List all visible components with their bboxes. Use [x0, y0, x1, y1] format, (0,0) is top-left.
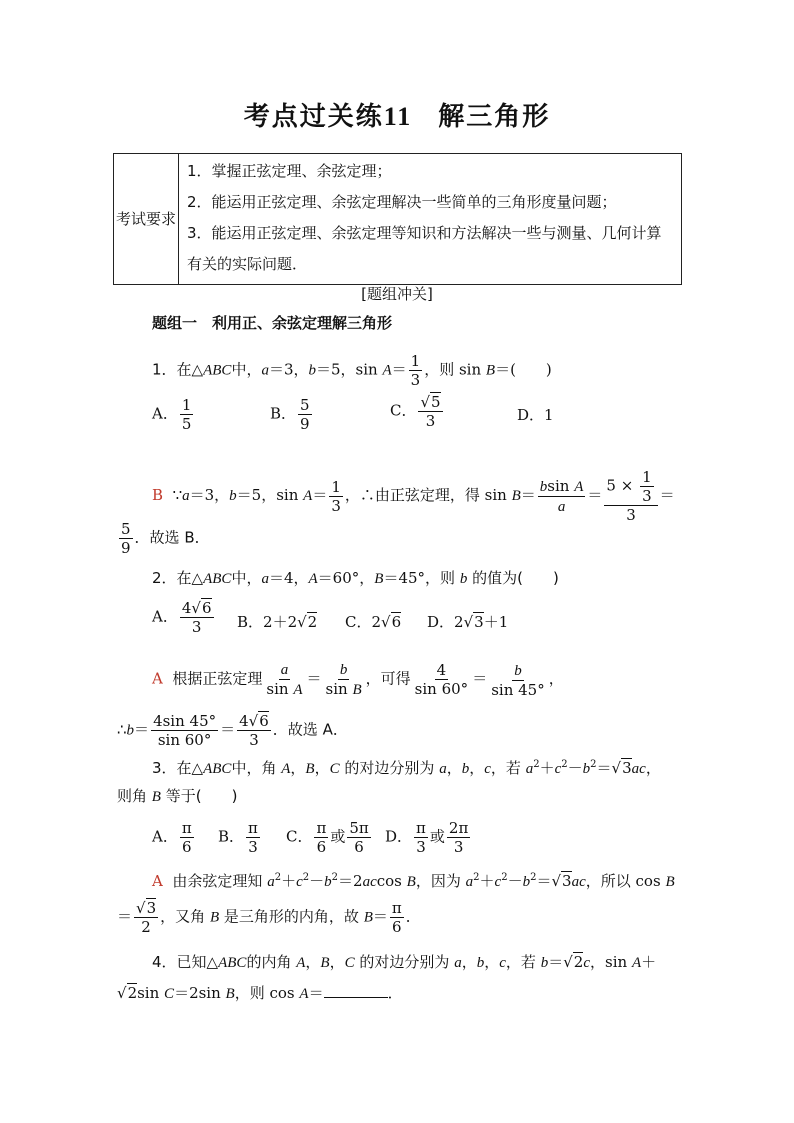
q4-answer-blank[interactable]	[324, 997, 388, 998]
q3-solution: A 由余弦定理知 $a^2+c^2-b^2=2accos$ B，因为 $a^2+c^2-b^2=√3ac$，所以 cos B	[152, 872, 675, 890]
q1-stem: 1．在△ABC中，a＝3，b＝5，sin A＝ $\frac{1}{3}$ ，则 sin B＝( )	[152, 352, 552, 389]
q4-stem-cont: √2sin C＝2sin B，则 cos A＝ ．	[117, 984, 403, 1002]
page-title: 考点过关练11 解三角形	[243, 102, 551, 132]
q3-stem: 3．在△ABC中，角 A，B，C 的对边分别为 a，b，c，若 $a^2+c^2-b^2=√3ac$，	[152, 759, 661, 777]
q2-option-c: C．2√6	[345, 613, 402, 631]
q1-option-d: D．1	[517, 406, 554, 424]
q3-solution-cont: ＝ $\frac{√3}{2}$ ，又角 B 是三角形的内角，故 B＝ $\frac{\pi}{6}$ ．	[117, 899, 421, 936]
q2-option-b: B．2＋2√2	[237, 613, 318, 631]
requirements-table	[113, 153, 682, 285]
requirement-item: 1．掌握正弦定理、余弦定理；	[187, 162, 392, 180]
q3-option-a: A． $\frac{\pi}{6}$	[152, 819, 192, 856]
q3-stem-cont: 则角 B 等于( )	[117, 787, 238, 805]
requirements-head: 考试要求	[114, 154, 179, 285]
requirement-item: 3．能运用正弦定理、余弦定理等知识和方法解决一些与测量、几何计算有关的实际问题．	[187, 224, 662, 273]
q1-answer: B	[152, 486, 164, 504]
q2-option-d: D．2√3＋1	[427, 613, 509, 631]
group-title: 题组一 利用正、余弦定理解三角形	[152, 314, 393, 332]
section-tag: [题组冲关]	[361, 285, 433, 303]
q1-option-a: A． $\frac{1}{5}$	[152, 396, 192, 433]
q3-option-c: C． $\frac{\pi}{6}$ 或 $\frac{5\pi}{6}$	[286, 819, 369, 856]
requirements-body	[179, 154, 682, 285]
q2-answer: A	[152, 669, 163, 688]
requirement-item: 2．能运用正弦定理、余弦定理解决一些简单的三角形度量问题；	[187, 193, 617, 211]
q2-stem: 2．在△ABC中，a＝4，A＝60°，B＝45°，则 b 的值为( )	[152, 569, 559, 587]
q1-option-b: B． $\frac{5}{9}$	[270, 396, 310, 433]
q2-solution-cont: ∴b＝ $\frac{4\sin 45^\circ}{\sin 60^\circ}$ ＝ $\frac{4√6}{3}$ ．故选 A．	[117, 712, 348, 749]
q2-solution: A 根据正弦定理 $\frac{a}{\text{sin A}}$ ＝ $\frac{b}{\text{sin B}}$ ，可得 $\frac{4}{\sin 60^\circ}$ ＝ $\frac{b}{\sin 45^\circ}$ ，	[152, 661, 564, 699]
q2-option-a: A． $\frac{4√6}{3}$	[152, 599, 212, 636]
q1-solution-cont: $\frac{5}{9}$ ．故选 B．	[121, 520, 210, 557]
q4-stem: 4．已知△ABC的内角 A，B，C 的对边分别为 a，b，c，若 b＝√2c，sin A＋	[152, 953, 657, 971]
q1-option-c: C． $\frac{√5}{3}$	[390, 393, 441, 430]
q3-answer: A	[152, 872, 163, 890]
q3-option-d: D． $\frac{\pi}{3}$ 或 $\frac{2\pi}{3}$	[385, 819, 469, 856]
q3-option-b: B． $\frac{\pi}{3}$	[218, 819, 258, 856]
q1-solution: B ∵a＝3，b＝5，sin A＝ $\frac{1}{3}$ ，∴由正弦定理，得 sin B＝ $\frac{\text{bsin A}}{a}$ ＝ 5 × $\frac{1}{3}$ 3 ＝	[152, 468, 675, 524]
